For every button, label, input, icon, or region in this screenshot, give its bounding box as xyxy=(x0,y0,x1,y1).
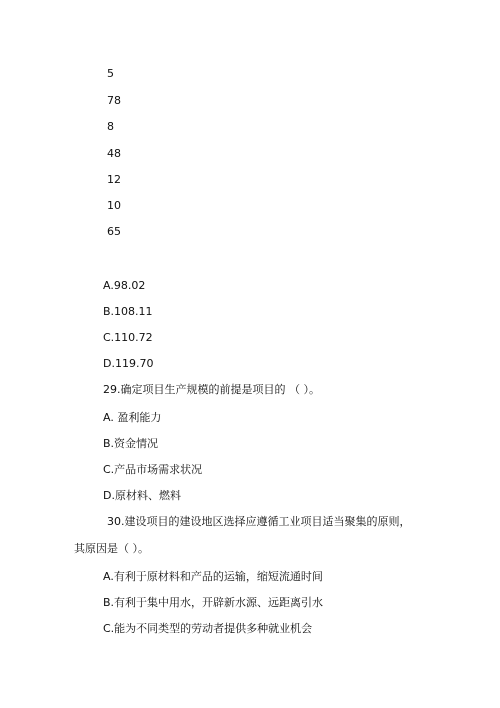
q29-option-d: D.原材料、燃料 xyxy=(103,489,181,502)
q29-option-b: B.资金情况 xyxy=(103,437,159,450)
table-value: 10 xyxy=(107,199,121,212)
table-value: 65 xyxy=(107,225,121,238)
q28-option-b: B.108.11 xyxy=(103,305,153,318)
q28-option-c: C.110.72 xyxy=(103,331,153,344)
table-value: 8 xyxy=(107,120,114,133)
q29-option-a: A. 盈利能力 xyxy=(103,411,162,424)
q30-stem-line2: 其原因是（ ）。 xyxy=(74,542,149,555)
q30-option-b: B.有利于集中用水，开辟新水源、远距离引水 xyxy=(103,596,324,609)
table-value: 12 xyxy=(107,173,121,186)
table-value: 5 xyxy=(107,67,114,80)
q29-option-c: C.产品市场需求状况 xyxy=(103,463,203,476)
q28-option-d: D.119.70 xyxy=(103,357,154,370)
table-value: 48 xyxy=(107,147,121,160)
q30-stem-line1: 30.建设项目的建设地区选择应遵循工业项目适当聚集的原则， xyxy=(107,515,411,528)
q28-option-a: A.98.02 xyxy=(103,279,146,292)
q30-option-c: C.能为不同类型的劳动者提供多种就业机会 xyxy=(103,622,313,635)
q30-option-a: A.有利于原材料和产品的运输，缩短流通时间 xyxy=(103,570,323,583)
q29-stem: 29.确定项目生产规模的前提是项目的 （ ）。 xyxy=(103,383,320,396)
table-value: 78 xyxy=(107,94,121,107)
